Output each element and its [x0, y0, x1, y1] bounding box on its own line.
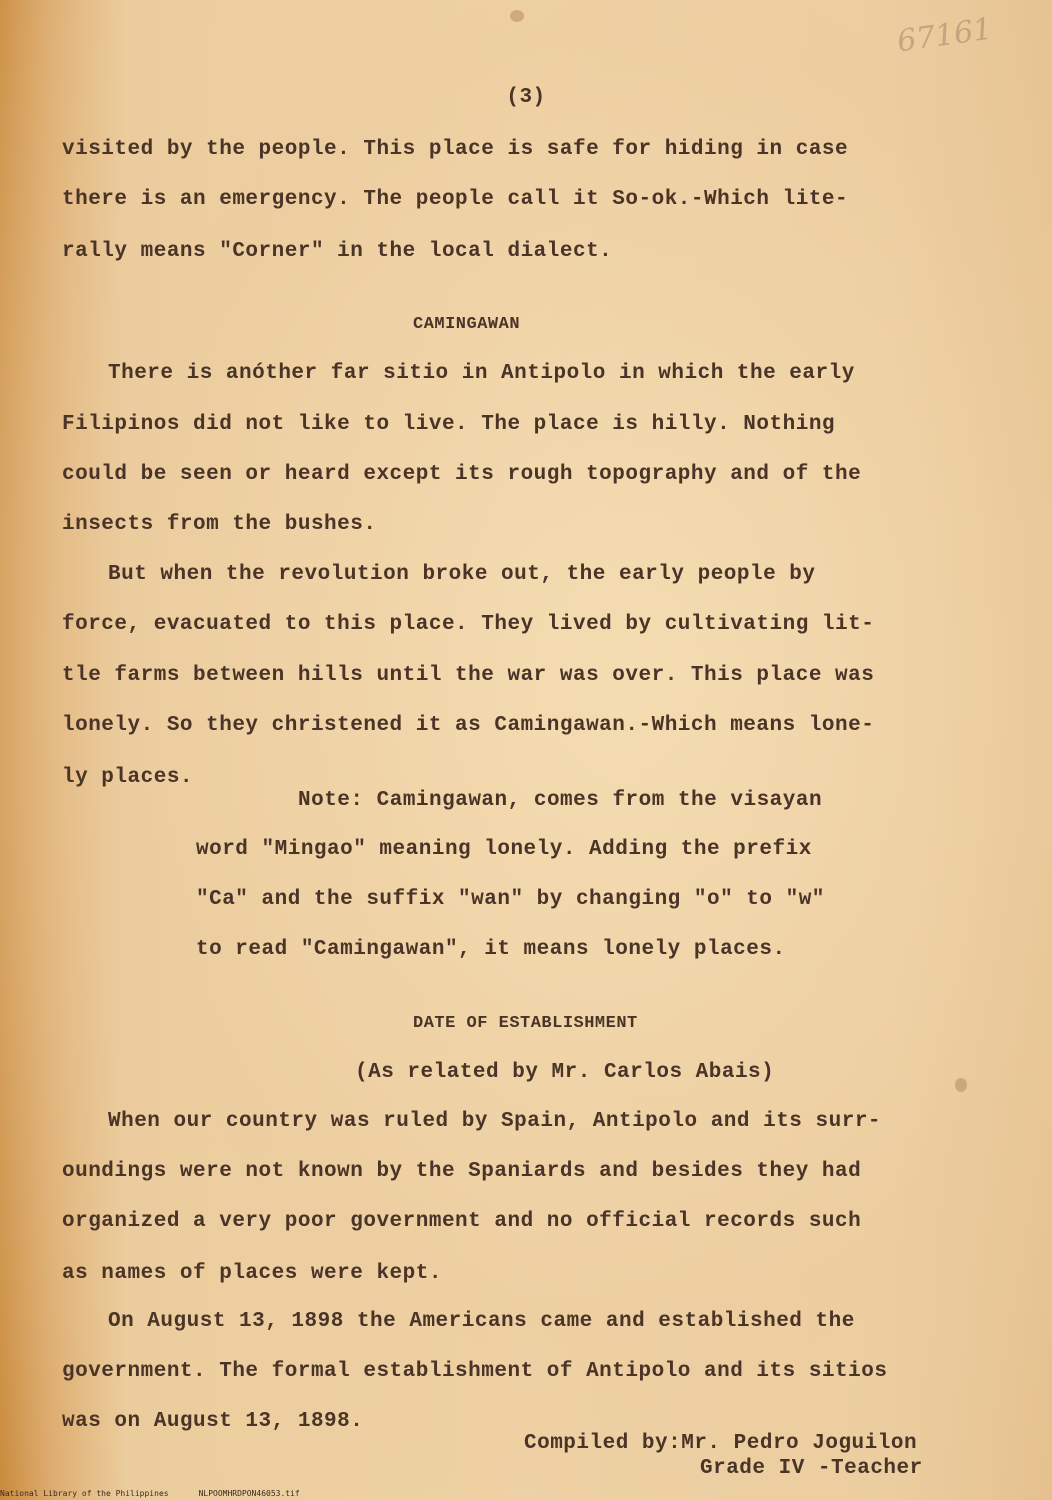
text-line: lonely. So they christened it as Camingawan.-Which means lone-	[62, 714, 875, 737]
note-line: Note: Camingawan, comes from the visayan	[298, 789, 823, 812]
footer-file-id: NLPOOMHRDPON46053.tif	[198, 1489, 300, 1498]
text-line: visited by the people. This place is safe for hiding in case	[62, 138, 849, 161]
text-line: oundings were not known by the Spaniards and besides they had	[62, 1160, 862, 1183]
stain-mark	[510, 10, 524, 22]
compiled-by: Compiled by:Mr. Pedro Joguilon	[524, 1432, 918, 1455]
text-line: could be seen or heard except its rough topography and of the	[62, 463, 862, 486]
text-line: There is anóther far sitio in Antipolo in which the early	[108, 362, 855, 385]
text-line: there is an emergency. The people call it So-ok.-Which lite-	[62, 188, 849, 211]
page-number: (3)	[506, 86, 546, 109]
text-line: When our country was ruled by Spain, Antipolo and its surr-	[108, 1110, 882, 1133]
text-line: On August 13, 1898 the Americans came and established the	[108, 1310, 855, 1333]
text-line: tle farms between hills until the war was over. This place was	[62, 664, 875, 687]
section-heading: DATE OF ESTABLISHMENT	[413, 1014, 638, 1033]
handwritten-annotation: 67161	[895, 11, 995, 60]
text-line: But when the revolution broke out, the early people by	[108, 563, 816, 586]
text-line: rally means "Corner" in the local dialect.	[62, 240, 613, 263]
text-line: ly places.	[62, 766, 194, 789]
footer-library: National Library of the Philippines	[0, 1489, 169, 1498]
text-line: insects from the bushes.	[62, 513, 377, 536]
text-line: was on August 13, 1898.	[62, 1410, 364, 1433]
scan-footer	[0, 1489, 300, 1498]
text-line: Filipinos did not like to live. The place is hilly. Nothing	[62, 413, 836, 436]
compiler-position: Grade IV -Teacher	[700, 1457, 923, 1480]
note-line: "Ca" and the suffix "wan" by changing "o" to "w"	[196, 888, 825, 911]
note-line: to read "Camingawan", it means lonely places.	[196, 938, 786, 961]
note-line: word "Mingao" meaning lonely. Adding the prefix	[196, 838, 812, 861]
text-line: force, evacuated to this place. They lived by cultivating lit-	[62, 613, 875, 636]
section-heading: CAMINGAWAN	[413, 315, 521, 334]
text-line: organized a very poor government and no official records such	[62, 1210, 862, 1233]
text-line: as names of places were kept.	[62, 1262, 442, 1285]
stain-mark	[955, 1078, 967, 1092]
section-subheading: (As related by Mr. Carlos Abais)	[355, 1061, 775, 1084]
text-line: government. The formal establishment of Antipolo and its sitios	[62, 1360, 888, 1383]
